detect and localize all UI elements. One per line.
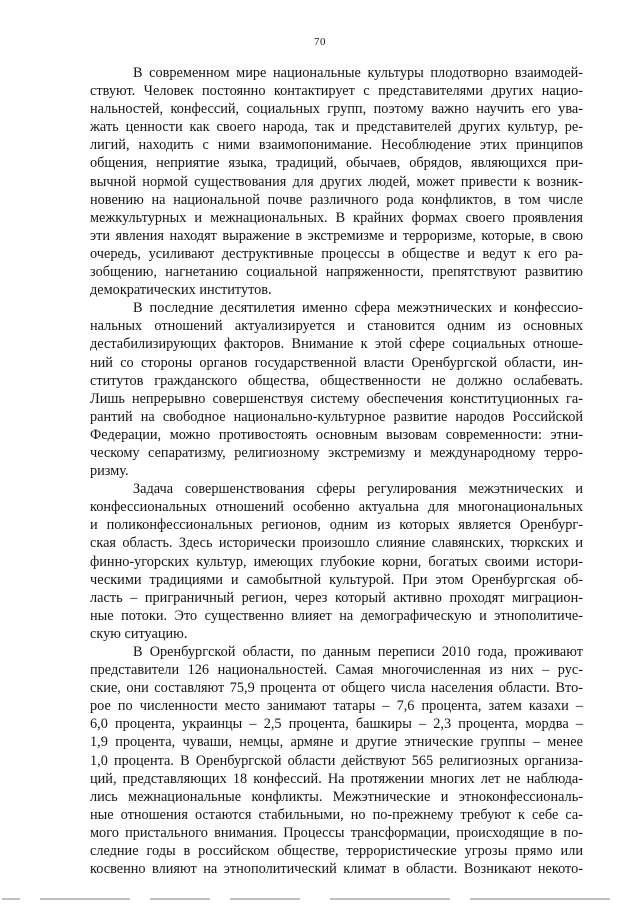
text-line: ные потоки. Это существенно влияет на демографическую и этнополитиче-: [90, 607, 583, 624]
text-line: ризму.: [90, 463, 129, 480]
text-line: очередь, усиливают деструктивные процессы в обществе и ведут к его ра-: [90, 245, 583, 262]
paragraph-3: [90, 480, 583, 643]
text-line: общения, неприятие языка, традиций, обычаев, обрядов, являющихся при-: [90, 155, 583, 172]
text-line: ций, представляющих 18 конфессий. На протяжении многих лет не наблюда-: [90, 770, 583, 787]
text-line: конфессиональных отношений особенно актуальна для многонациональных: [90, 499, 583, 516]
text-line: 1,0 процента. В Оренбургской области действуют 565 религиозных организа-: [90, 752, 583, 769]
scan-artifact: [470, 898, 610, 900]
text-line: финно-угорских культур, имеющих глубокие корни, богатых своими истори-: [90, 553, 583, 570]
paragraph-2: [90, 299, 583, 480]
text-line: ститутов гражданского общества, общественности не должно ослабевать.: [90, 372, 583, 389]
text-line: скую ситуацию.: [90, 625, 188, 642]
text-line: дестабилизирующих факторов. Внимание к этой сфере социальных отноше-: [90, 336, 583, 353]
text-line: мого пристального внимания. Процессы трансформации, происходящие в по-: [90, 824, 583, 841]
text-line: В Оренбургской области, по данным переписи 2010 года, проживают: [133, 644, 583, 660]
paragraph-1: [90, 64, 583, 299]
text-line: следние годы в российском обществе, террористические угрозы прямо или: [90, 843, 583, 860]
scan-artifact: [40, 898, 130, 900]
text-line: представители 126 национальностей. Самая многочисленная из них – рус-: [90, 662, 583, 679]
text-line: нальностей, конфессий, социальных групп, поэтому важно научить его ува-: [90, 101, 583, 118]
text-line: новению на национальной почве различного рода конфликтов, в том числе: [90, 191, 583, 208]
text-line: В современном мире национальные культуры плодотворно взаимодей-: [133, 65, 583, 81]
text-line: ствуют. Человек постоянно контактирует с представителями других нацио-: [90, 83, 583, 100]
text-line: 6,0 процента, украинцы – 2,5 процента, башкиры – 2,3 процента, мордва –: [90, 716, 583, 733]
text-line: ская область. Здесь исторически произошло слияние славянских, тюркских и: [90, 535, 583, 552]
text-line: зобщению, нагнетанию социальной напряженности, препятствуют развитию: [90, 264, 583, 281]
text-line: ласть – приграничный регион, через который активно проходят миграцион-: [90, 589, 583, 606]
document-body: [90, 64, 583, 878]
text-line: косвенно влияют на этнополитический климат в области. Возникают некото-: [90, 861, 583, 878]
text-line: и поликонфессиональных регионов, одним из которых является Оренбург-: [90, 517, 583, 534]
text-line: рое по численности место занимают татары – 7,6 процента, затем казахи –: [90, 698, 583, 715]
text-line: лись межнациональные конфликты. Межэтнические и этноконфессиональ-: [90, 788, 583, 805]
text-line: демократических институтов.: [90, 282, 272, 299]
scan-artifact: [2, 898, 20, 900]
page-number: 70: [314, 36, 326, 48]
text-line: Федерации, можно противостоять основным вызовам современности: этни-: [90, 426, 583, 443]
scan-artifact: [230, 898, 300, 900]
text-line: Задача совершенствования сферы регулирования межэтнических и: [133, 481, 583, 498]
text-line: ные отношения остаются стабильными, но по-прежнему требуют к себе са-: [90, 806, 583, 823]
scan-artifact: [330, 898, 450, 900]
text-line: эти явления находят выражение в экстремизме и терроризме, которые, в свою: [90, 227, 583, 244]
paragraph-4: [90, 643, 583, 878]
scan-edge-artifacts: [0, 893, 640, 905]
text-line: ские, они составляют 75,9 процента от общего числа населения области. Вто-: [90, 680, 583, 697]
text-line: нальных отношений актуализируется и становится одним из основных: [90, 318, 583, 335]
text-line: вычной нормой существования для других людей, может привести к возник-: [90, 173, 583, 190]
text-line: В последние десятилетия именно сфера межэтнических и конфессио-: [133, 300, 583, 317]
text-line: ний со стороны органов государственной власти Оренбургской области, ин-: [90, 354, 583, 371]
text-line: жать ценности как своего народа, так и представителей других культур, ре-: [90, 119, 583, 136]
text-line: рантий на свободное национально-культурное развитие народов Российской: [90, 408, 583, 425]
scan-artifact: [150, 898, 210, 900]
text-line: межкультурных и межнациональных. В крайних формах своего проявления: [90, 209, 583, 226]
text-line: ческими традициями и самобытной культурой. При этом Оренбургская об-: [90, 571, 583, 588]
text-line: ческому сепаратизму, религиозному экстремизму и международному терро-: [90, 444, 583, 461]
text-line: Лишь непрерывно совершенствуя систему обеспечения конституционных га-: [90, 390, 583, 407]
text-line: 1,9 процента, чуваши, немцы, армяне и другие этнические группы – менее: [90, 734, 583, 751]
text-line: лигий, находить с ними взаимопонимание. Несоблюдение этих принципов: [90, 137, 583, 154]
